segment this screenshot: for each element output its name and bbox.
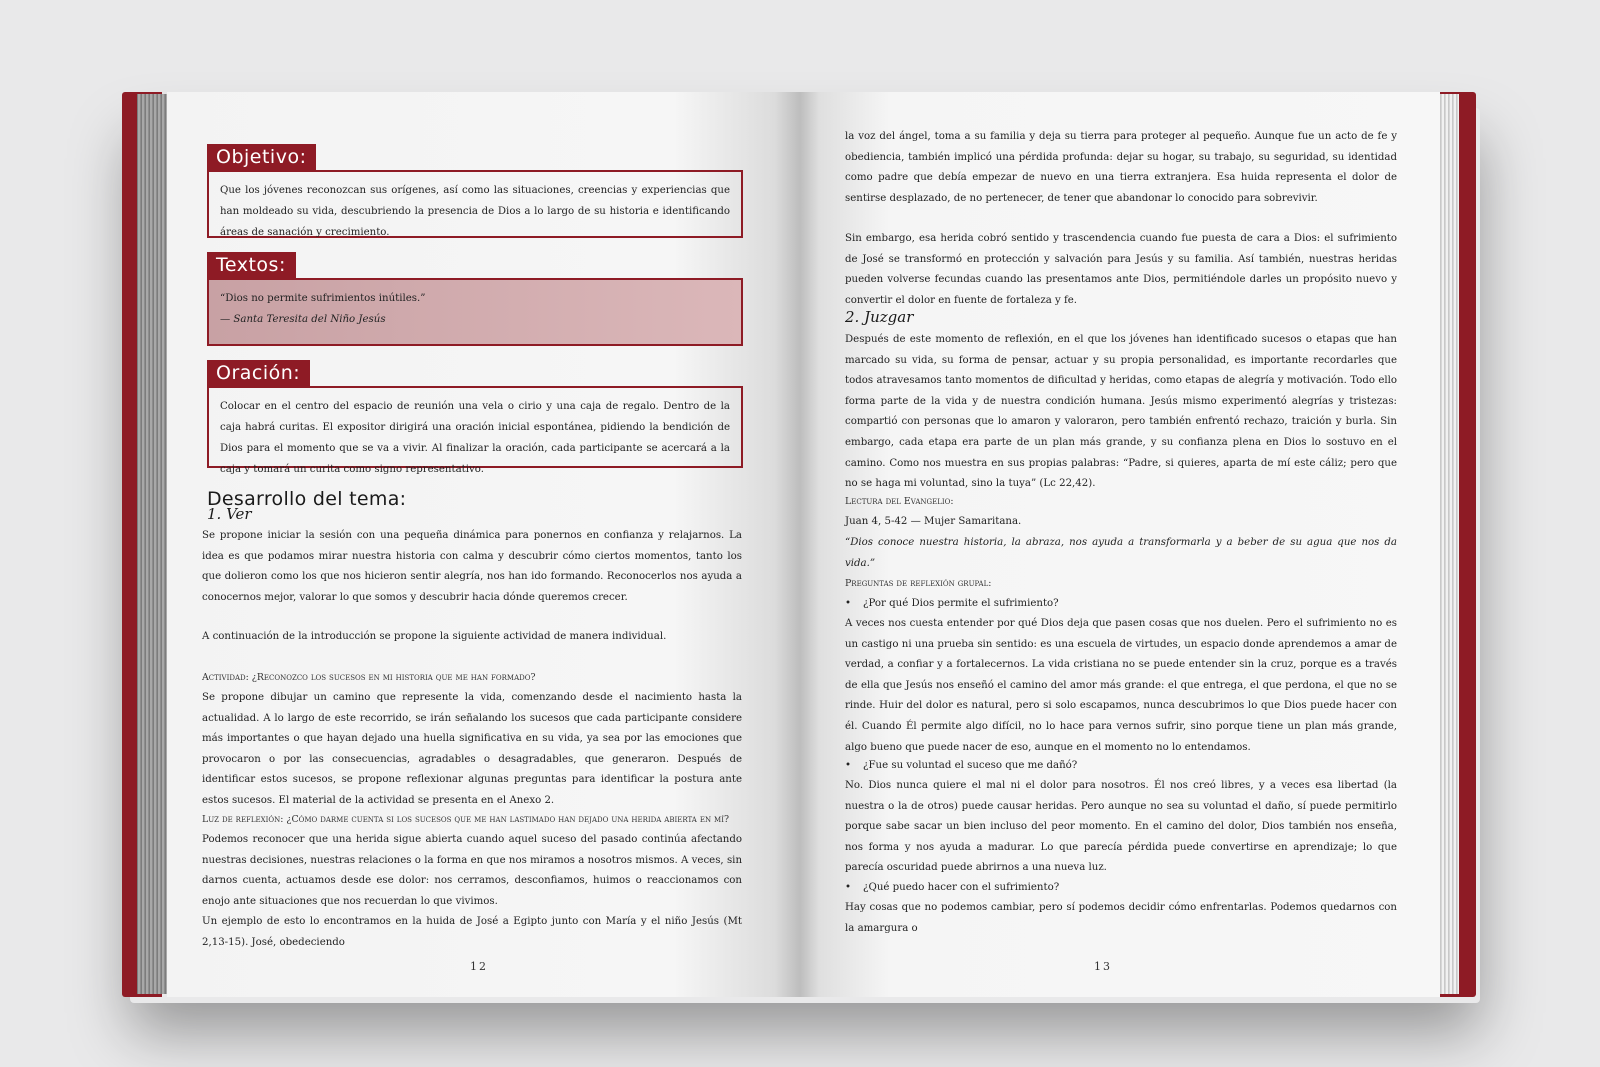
- question-1-answer: A veces nos cuesta entender por qué Dios deja que pasen cosas que nos duelen. Pero el sufrimiento no es un castigo ni una prueba sin sentido: es una escuela de virtudes, un espacio donde aprendemos a amar de verdad, a confiar y a fortalecernos. La vida cristiana no se puede entender sin la cruz, porque es a través de ella que Jesús nos enseñó el camino del amor más grande: el que entrega, el que perdona, el que no se rinde. Huir del dolor es natural, pero si solo escapamos, nunca descubrimos lo que Dios puede hacer con él. Cuando Él permite algo difícil, no lo hace para vernos sufrir, sino porque tiene un plan más grande, algo bueno que puede nacer de eso, aunque en el momento no lo entendamos.: [845, 618, 1397, 753]
- bullet-icon: •: [845, 760, 852, 771]
- question-2: [845, 756, 1077, 777]
- oracion-text: Colocar en el centro del espacio de reunión una vela o cirio y una caja de regalo. Dentro de la caja habrá curitas. El expositor dirigirá una oración inicial espontánea, pidiendo la bendición de Dios para el momento que se va a vivir. Al finalizar la oración, cada participante se acercará a la caja y tomará un curita como signo representativo.: [220, 401, 730, 475]
- oracion-box: [207, 386, 743, 475]
- objetivo-box: [207, 170, 743, 238]
- textos-box: [207, 278, 743, 346]
- luz-text: Podemos reconocer que una herida sigue abierta cuando aquel suceso del pasado continúa afectando nuestras decisiones, nuestras relaciones o la forma en que nos miramos a nosotros mismos. A veces, sin darnos cuenta, actuamos desde ese dolor: nos cerramos, desconfiamos, huimos o reaccionamos con enojo ante situaciones que nos recuerdan lo que vivimos.: [202, 834, 742, 907]
- question-3: [845, 878, 1059, 899]
- page-number-left: 12: [470, 960, 488, 973]
- right-page: [800, 92, 1440, 997]
- page-edges-right: [1437, 94, 1459, 994]
- lectura-label: Lectura del Evangelio:: [845, 496, 954, 507]
- lectura-reference: Juan 4, 5-42 — Mujer Samaritana.: [845, 516, 1022, 527]
- ejemplo-text: Un ejemplo de esto lo encontramos en la huida de José a Egipto junto con María y el niño Jesús (Mt 2,13-15). José, obedeciendo: [202, 916, 742, 948]
- juzgar-heading: 2. Juzgar: [845, 308, 914, 326]
- right-paragraph-1: la voz del ángel, toma a su familia y deja su tierra para proteger al pequeño. Aunque fue un acto de fe y obediencia, también implicó una pérdida profunda: dejar su hogar, su trabajo, su seguridad, su identidad como padre que debía empezar de nuevo en una tierra extranjera. Esa huida representa el dolor de sentirse desplazado, de no pertenecer, de tener que abandonar lo conocido para sobrevivir.: [845, 131, 1397, 204]
- actividad-label: Actividad: ¿Reconozco los sucesos en mi historia que me han formado?: [202, 672, 536, 683]
- bullet-icon: •: [845, 598, 852, 609]
- preguntas-label: Preguntas de reflexión grupal:: [845, 578, 992, 589]
- page-number-right: 13: [1094, 960, 1112, 973]
- question-2-answer: No. Dios nunca quiere el mal ni el dolor para nosotros. Él nos creó libres, y a veces esa libertad (la nuestra o la de otros) puede causar heridas. Pero aunque no sea su voluntad el daño, sí puede permitirlo porque sabe sacar un bien incluso del peor momento. En el camino del dolor, Dios también nos enseña, nos forma y nos ayuda a madurar. Lo que parecía pérdida puede convertirse en aprendizaje; lo que parecía oscuridad puede abrirnos a una nueva luz.: [845, 780, 1397, 874]
- objetivo-heading: Objetivo:: [207, 144, 316, 171]
- lectura-quote: “Dios conoce nuestra historia, la abraza, nos ayuda a transformarla y a beber de su agua que nos da vida.”: [845, 537, 1397, 569]
- page-edges-left: [137, 94, 171, 994]
- luz-label: Luz de reflexión: ¿Cómo darme cuenta si los sucesos que me han lastimado han dejado una herida abierta en mí?: [202, 814, 730, 825]
- ver-paragraph-2: A continuación de la introducción se propone la siguiente actividad de manera individual.: [202, 631, 667, 642]
- question-2-text: ¿Fue su voluntad el suceso que me dañó?: [863, 760, 1078, 771]
- left-page: [167, 92, 800, 997]
- question-3-text: ¿Qué puedo hacer con el sufrimiento?: [863, 882, 1060, 893]
- actividad-text: Se propone dibujar un camino que represente la vida, comenzando desde el nacimiento hasta la actualidad. A lo largo de este recorrido, se irán señalando los sucesos que cada participante considere más importantes o que hayan dejado una huella significativa en su vida, ya sea por las emociones que provocaron o por las consecuencias, agradables o desagradables, que generaron. Después de identificar estos sucesos, se propone reflexionar algunas preguntas para identificar la postura ante estos sucesos. El material de la actividad se presenta en el Anexo 2.: [202, 692, 742, 806]
- question-1-text: ¿Por qué Dios permite el sufrimiento?: [863, 598, 1059, 609]
- ver-paragraph-1: Se propone iniciar la sesión con una pequeña dinámica para ponernos en confianza y relajarnos. La idea es que podamos mirar nuestra historia con calma y descubrir cómo ciertos momentos, tanto los que dolieron como los que nos hicieron sentir alegría, nos han ido formando. Reconocerlos nos ayuda a conocernos mejor, valorar lo que somos y descubrir hacia dónde queremos crecer.: [202, 530, 742, 603]
- desarrollo-heading: Desarrollo del tema:: [207, 488, 407, 510]
- objetivo-text: Que los jóvenes reconozcan sus orígenes, así como las situaciones, creencias y experiencias que han moldeado su vida, descubriendo la presencia de Dios a lo largo de su historia e identificando áreas de sanación y crecimiento.: [220, 185, 730, 238]
- ver-heading: 1. Ver: [207, 505, 252, 523]
- question-1: [845, 594, 1059, 615]
- juzgar-text: Después de este momento de reflexión, en el que los jóvenes han identificado sucesos o etapas que han marcado su vida, su forma de pensar, actuar y su propia personalidad, es importante recordarles que todos atravesamos tanto momentos de dificultad y heridas, como etapas de alegría y motivación. Todo ello forma parte de la vida y de nuestra condición humana. Jesús mismo experimentó alegrías y tristezas: compartió con personas que lo amaron y valoraron, pero también enfrentó rechazo, traición y burla. Sin embargo, cada etapa era parte de un plan más grande, y su confianza plena en Dios lo sostuvo en el camino. Como nos muestra en sus propias palabras: “Padre, si quieres, aparta de mí este cáliz; pero que no se haga mi voluntad, sino la tuya” (Lc 22,42).: [845, 334, 1397, 490]
- question-3-answer: Hay cosas que no podemos cambiar, pero sí podemos decidir cómo enfrentarlas. Podemos quedarnos con la amargura o: [845, 902, 1397, 934]
- oracion-heading: Oración:: [207, 360, 310, 387]
- textos-author: — Santa Teresita del Niño Jesús: [220, 314, 386, 325]
- bullet-icon: •: [845, 882, 852, 893]
- right-paragraph-2: Sin embargo, esa herida cobró sentido y trascendencia cuando fue puesta de cara a Dios: el sufrimiento de José se transformó en protección y salvación para Jesús y su familia. Así también, nuestras heridas pueden volverse fecundas cuando las presentamos ante Dios, permitiéndole darles un propósito nuevo y convertir el dolor en fuente de fortaleza y fe.: [845, 233, 1397, 306]
- textos-quote: “Dios no permite sufrimientos inútiles.”: [220, 293, 426, 304]
- textos-heading: Textos:: [207, 252, 296, 279]
